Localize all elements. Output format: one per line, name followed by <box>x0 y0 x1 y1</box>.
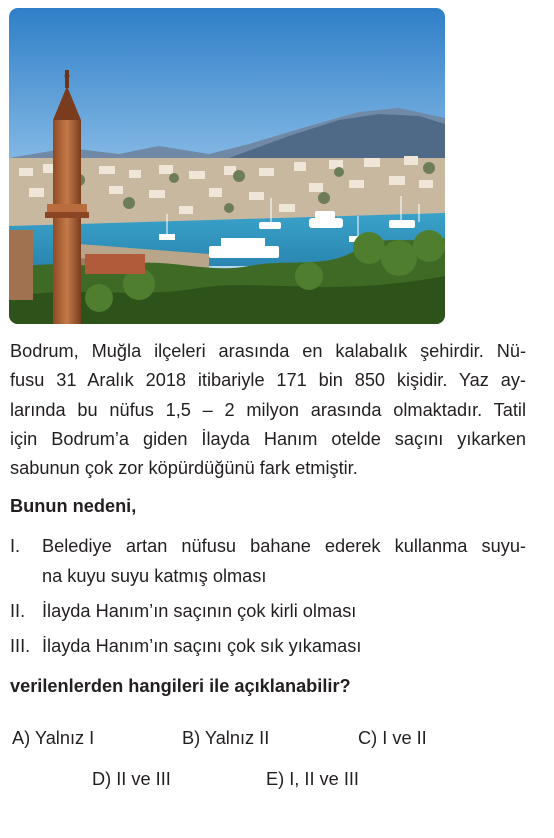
passage-line: Bodrum, Muğla ilçeleri arasında en kalabalık şehirdir. Nü- <box>10 341 526 361</box>
statement-text: İlayda Hanım’ın saçını çok sık yıkaması <box>42 636 362 656</box>
option-e[interactable]: E) I, II ve III <box>266 769 359 789</box>
option-b[interactable]: B) Yalnız II <box>182 728 270 748</box>
option-c[interactable]: C) I ve II <box>358 728 427 748</box>
statement-number: I. <box>10 536 21 556</box>
question-stem: verilenlerden hangileri ile açıklanabilir? <box>10 676 351 696</box>
passage-line: için Bodrum’a giden İlayda Hanım otelde saçını yıkarken <box>10 428 526 449</box>
option-a[interactable]: A) Yalnız I <box>12 728 95 748</box>
statement-text: İlayda Hanım’ın saçının çok kirli olması <box>42 601 357 621</box>
statement-text: na kuyu suyu katmış olması <box>42 566 267 586</box>
statement-number: III. <box>10 636 31 656</box>
passage-line: sabunun çok zor köpürdüğünü fark etmiştir. <box>10 458 358 479</box>
question-intro: Bunun nedeni, <box>10 496 137 516</box>
statement-number: II. <box>10 601 26 621</box>
bodrum-harbor-photo <box>9 8 445 324</box>
option-d[interactable]: D) II ve III <box>92 769 171 789</box>
passage-line: fusu 31 Aralık 2018 itibariyle 171 bin 850 kişidir. Yaz ay- <box>10 370 526 391</box>
statement-text: Belediye artan nüfusu bahane ederek kullanma suyu- <box>42 536 526 556</box>
passage-line: larında bu nüfus 1,5 – 2 milyon arasında olmaktadır. Tatil <box>10 399 526 420</box>
passage <box>10 337 526 483</box>
